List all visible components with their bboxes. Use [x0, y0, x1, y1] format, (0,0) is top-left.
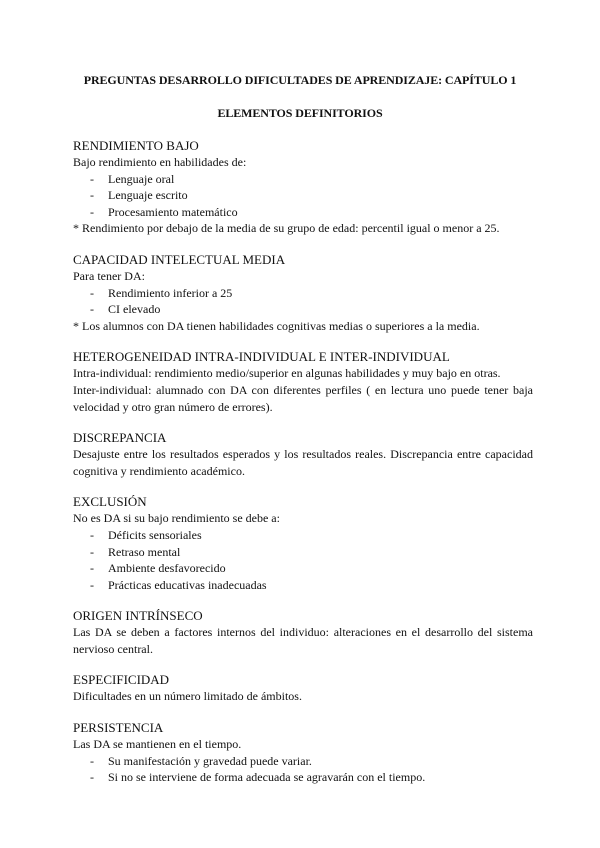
bullet-dash: -: [90, 188, 94, 203]
bullet-list: [73, 753, 533, 786]
section-heading: CAPACIDAD INTELECTUAL MEDIA: [73, 251, 286, 267]
bullet-list: [73, 285, 533, 318]
section-note: * Los alumnos con DA tienen habilidades cognitivas medias o superiores a la media.: [73, 318, 480, 333]
bullet-dash: -: [90, 770, 94, 785]
section-paragraph: Desajuste entre los resultados esperados y los resultados reales. Discrepancia entre capacidad cognitiva y rendimiento académico.: [73, 447, 533, 478]
section-paragraph: Intra-individual: rendimiento medio/superior en algunas habilidades y muy bajo en otras.: [73, 366, 501, 381]
list-item: [73, 544, 533, 561]
list-item: [73, 204, 533, 221]
bullet-dash: -: [90, 561, 94, 576]
section-intro: Para tener DA:: [73, 268, 145, 283]
list-item-text: Déficits sensoriales: [108, 527, 202, 542]
section-paragraph: Las DA se deben a factores internos del individuo: alteraciones en el desarrollo del sistema nervioso central.: [73, 625, 533, 656]
bullet-list: [73, 171, 533, 221]
list-item: [73, 187, 533, 204]
section-intro: Bajo rendimiento en habilidades de:: [73, 155, 247, 169]
section-intro: Las DA se mantienen en el tiempo.: [73, 737, 242, 752]
section-rendimiento-bajo: [73, 137, 533, 237]
section-paragraph: Inter-individual: alumnado con DA con diferentes perfiles ( en lectura uno puede tener baja velocidad y otro gran número de errores).: [73, 382, 533, 414]
section-heterogeneidad: [73, 348, 533, 415]
bullet-dash: -: [90, 753, 94, 768]
list-item-text: Si no se interviene de forma adecuada se agravarán con el tiempo.: [108, 770, 426, 785]
list-item: [73, 171, 533, 188]
bullet-dash: -: [90, 204, 94, 219]
bullet-dash: -: [90, 577, 94, 592]
bullet-list: [73, 527, 533, 593]
list-item: [73, 577, 533, 594]
section-persistencia: [73, 719, 533, 786]
section-heading: RENDIMIENTO BAJO: [73, 138, 199, 153]
list-item: [73, 753, 533, 770]
list-item: [73, 560, 533, 577]
section-heading: HETEROGENEIDAD INTRA-INDIVIDUAL E INTER-INDIVIDUAL: [73, 349, 450, 365]
list-item-text: Ambiente desfavorecido: [108, 561, 226, 576]
section-intro: No es DA si su bajo rendimiento se debe a:: [73, 511, 280, 526]
section-heading: DISCREPANCIA: [73, 430, 167, 446]
list-item-text: Su manifestación y gravedad puede variar.: [108, 753, 312, 768]
list-item: [73, 285, 533, 302]
bullet-dash: -: [90, 302, 94, 317]
document-content: [73, 137, 533, 800]
list-item-text: Rendimiento inferior a 25: [108, 285, 233, 300]
bullet-dash: -: [90, 285, 94, 300]
bullet-dash: -: [90, 171, 94, 186]
list-item: [73, 527, 533, 544]
section-origen-intrinseco: [73, 607, 533, 657]
bullet-dash: -: [90, 544, 94, 559]
list-item-text: Retraso mental: [108, 544, 181, 559]
section-capacidad-intelectual: [73, 251, 533, 334]
section-note: * Rendimiento por debajo de la media de su grupo de edad: percentil igual o menor a 25.: [73, 221, 500, 236]
section-paragraph: Dificultades en un número limitado de ámbitos.: [73, 689, 302, 704]
bullet-dash: -: [90, 527, 94, 542]
section-especificidad: [73, 671, 533, 705]
section-heading: PERSISTENCIA: [73, 720, 164, 736]
section-heading: EXCLUSIÓN: [73, 494, 147, 510]
document-subtitle: ELEMENTOS DEFINITORIOS: [217, 106, 383, 120]
list-item-text: CI elevado: [108, 302, 161, 317]
list-item-text: Lenguaje escrito: [108, 188, 188, 203]
section-exclusion: [73, 493, 533, 593]
list-item-text: Procesamiento matemático: [108, 204, 238, 219]
list-item: [73, 301, 533, 318]
list-item: [73, 769, 533, 786]
list-item-text: Lenguaje oral: [108, 171, 175, 186]
section-heading: ESPECIFICIDAD: [73, 672, 170, 688]
section-heading: ORIGEN INTRÍNSECO: [73, 608, 203, 624]
document-title: PREGUNTAS DESARROLLO DIFICULTADES DE APRENDIZAJE: CAPÍTULO 1: [83, 73, 517, 87]
section-discrepancia: [73, 429, 533, 479]
list-item-text: Prácticas educativas inadecuadas: [108, 577, 267, 592]
